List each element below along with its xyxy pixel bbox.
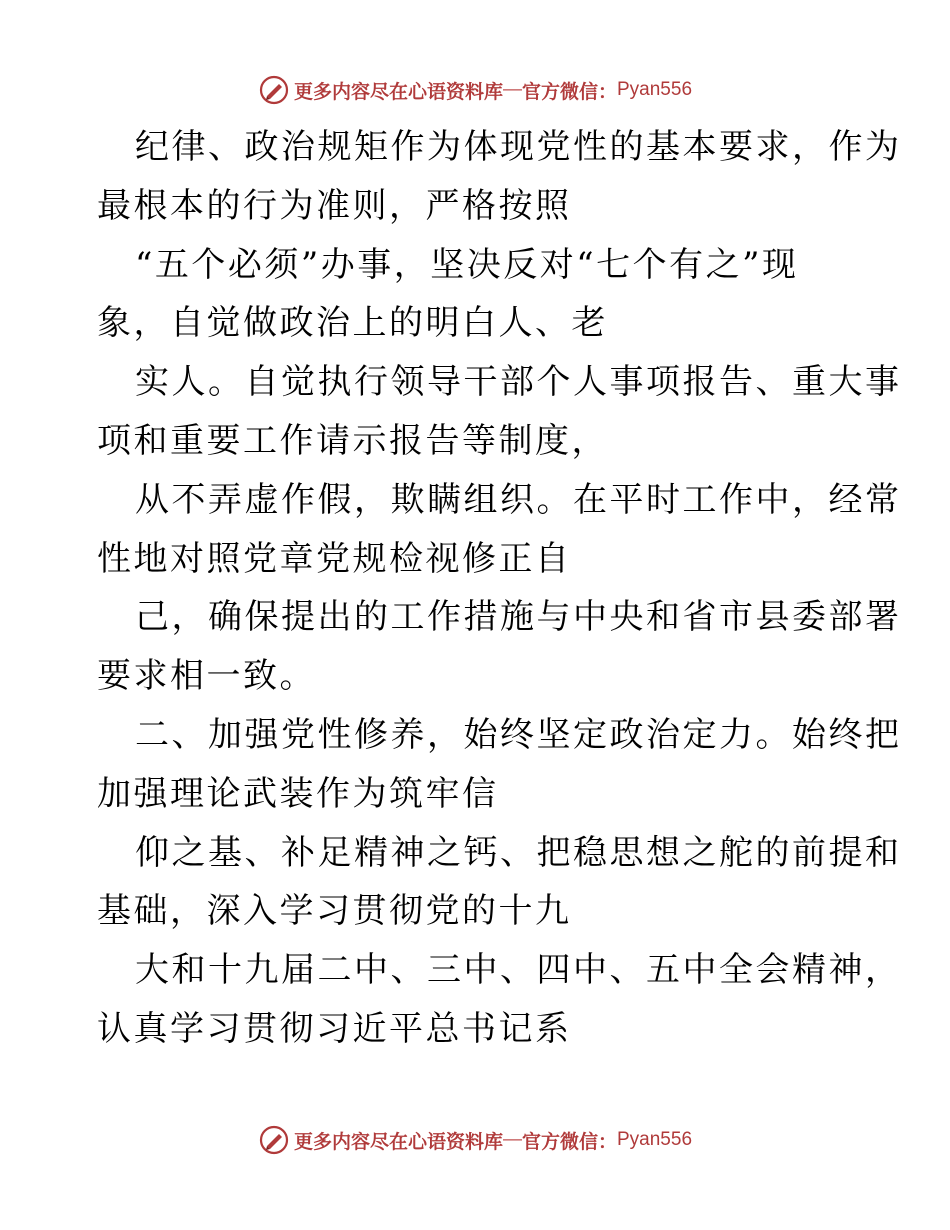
text-line: 己，确保提出的工作措施与中央和省市县委部署	[135, 597, 902, 638]
text-line: 最根本的行为准则，严格按照	[97, 185, 572, 226]
watermark-wechat-id: Pyan556	[617, 1129, 693, 1150]
pen-logo-icon	[258, 74, 290, 106]
text-line: “五个必须”办事，坚决反对“七个有之”现	[135, 244, 799, 285]
watermark-wechat-label: 官方微信：	[521, 80, 617, 103]
text-line: 项和重要工作请示报告等制度，	[97, 420, 608, 461]
pen-logo-icon	[258, 1124, 290, 1156]
watermark-wechat-label: 官方微信：	[521, 1130, 617, 1153]
watermark-text: 更多内容尽在心语资料库	[293, 1130, 503, 1153]
text-line: 二、加强党性修养，始终坚定政治定力。始终把	[135, 714, 902, 755]
header-watermark	[0, 72, 950, 108]
watermark-separator: —	[502, 1129, 522, 1150]
watermark-wechat-id: Pyan556	[617, 79, 693, 100]
text-line: 加强理论武装作为筑牢信	[97, 773, 499, 814]
watermark-separator: —	[502, 79, 522, 100]
text-line: 纪律、政治规矩作为体现党性的基本要求，作为	[135, 127, 902, 167]
document-body	[97, 118, 902, 1059]
text-line: 认真学习贯彻习近平总书记系	[97, 1008, 572, 1049]
text-line: 要求相一致。	[97, 656, 316, 697]
text-line: 仰之基、补足精神之钙、把稳思想之舵的前提和	[135, 832, 902, 873]
text-line: 性地对照党章党规检视修正自	[97, 538, 572, 579]
footer-watermark	[0, 1122, 950, 1158]
text-line: 实人。自觉执行领导干部个人事项报告、重大事	[135, 362, 902, 403]
text-line: 象，自觉做政治上的明白人、老	[97, 303, 608, 344]
text-line: 从不弄虚作假，欺瞒组织。在平时工作中，经常	[135, 479, 902, 520]
text-line: 大和十九届二中、三中、四中、五中全会精神，	[135, 950, 902, 991]
watermark-text: 更多内容尽在心语资料库	[293, 80, 503, 103]
text-line: 基础，深入学习贯彻党的十九	[97, 891, 572, 932]
